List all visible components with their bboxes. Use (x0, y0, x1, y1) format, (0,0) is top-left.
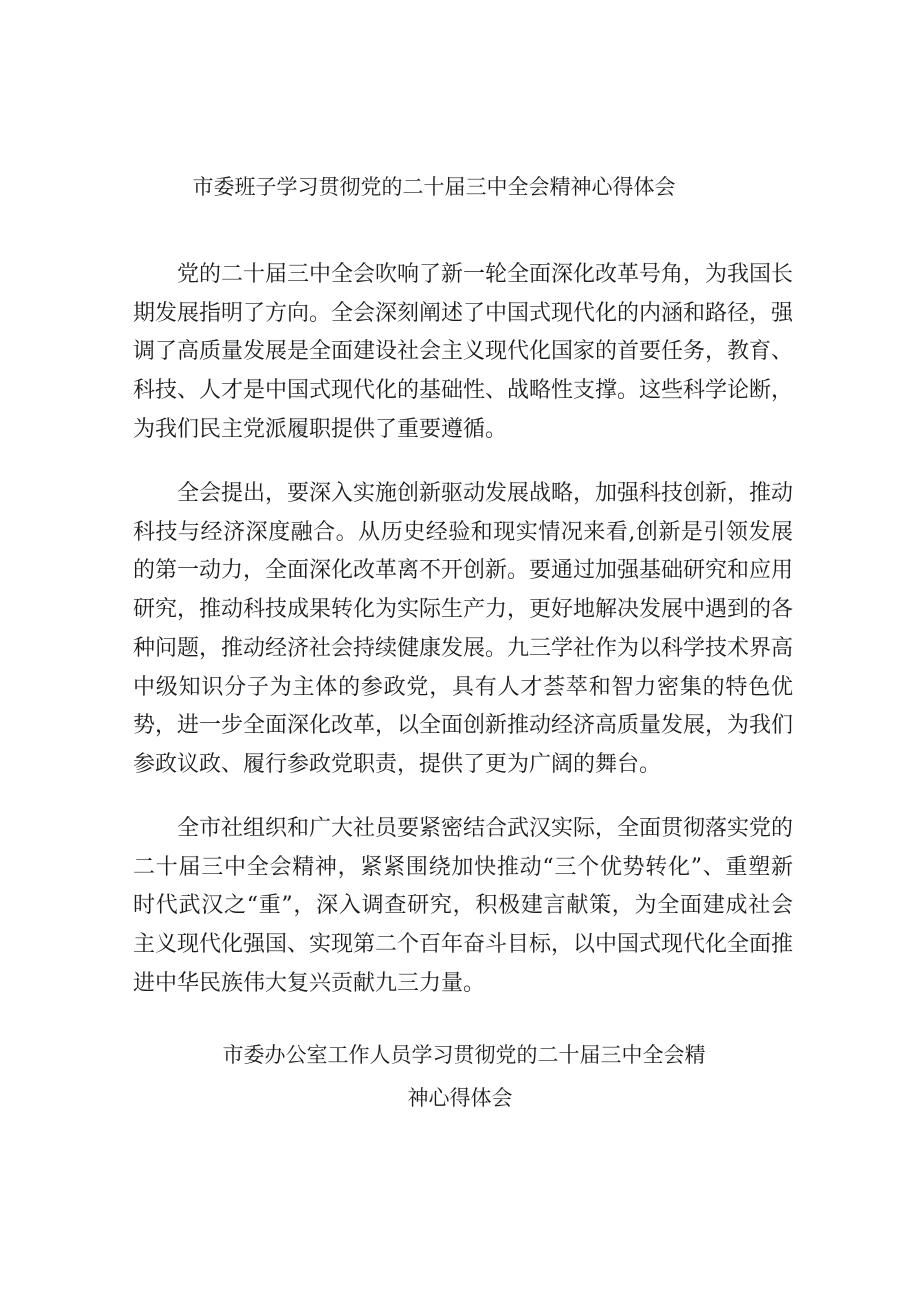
paragraph-2: 全会提出，要深入实施创新驱动发展战略，加强科技创新，推动科技与经济深度融合。从历史经验和现实情况来看,创新是引领发展的第一动力，全面深化改革离不开创新。要通过加强基础研究和应用研究，推动科技成果转化为实际生产力，更好地解决发展中遇到的各种问题，推动经济社会持续健康发展。九三学社作为以科学技术界高中级知识分子为主体的参政党，具有人才荟萃和智力密集的特色优势，进一步全面深化改革，以全面创新推动经济高质量发展，为我们参政议政、履行参政党职责，提供了更为广阔的舞台。 (133, 481, 794, 777)
paragraph-3: 全市社组织和广大社员要紧密结合武汉实际，全面贯彻落实党的二十届三中全会精神，紧紧围绕加快推动“三个优势转化”、重塑新时代武汉之“重”，深入调查研究，积极建言献策，为全面建成社会主义现代化强国、实现第二个百年奋斗目标，以中国式现代化全面推进中华民族伟大复兴贡献九三力量。 (133, 816, 794, 996)
second-title-line-1: 市委办公室工作人员学习贯彻党的二十届三中全会精 (222, 1043, 706, 1067)
second-title-line-2: 神心得体会 (407, 1086, 513, 1110)
paragraph-1: 党的二十届三中全会吹响了新一轮全面深化改革号角，为我国长期发展指明了方向。全会深刻阐述了中国式现代化的内涵和路径，强调了高质量发展是全面建设社会主义现代化国家的首要任务，教育、科技、人才是中国式现代化的基础性、战略性支撑。这些科学论断，为我们民主党派履职提供了重要遵循。 (133, 262, 794, 442)
document-title: 市委班子学习贯彻党的二十届三中全会精神心得体会 (192, 175, 676, 199)
